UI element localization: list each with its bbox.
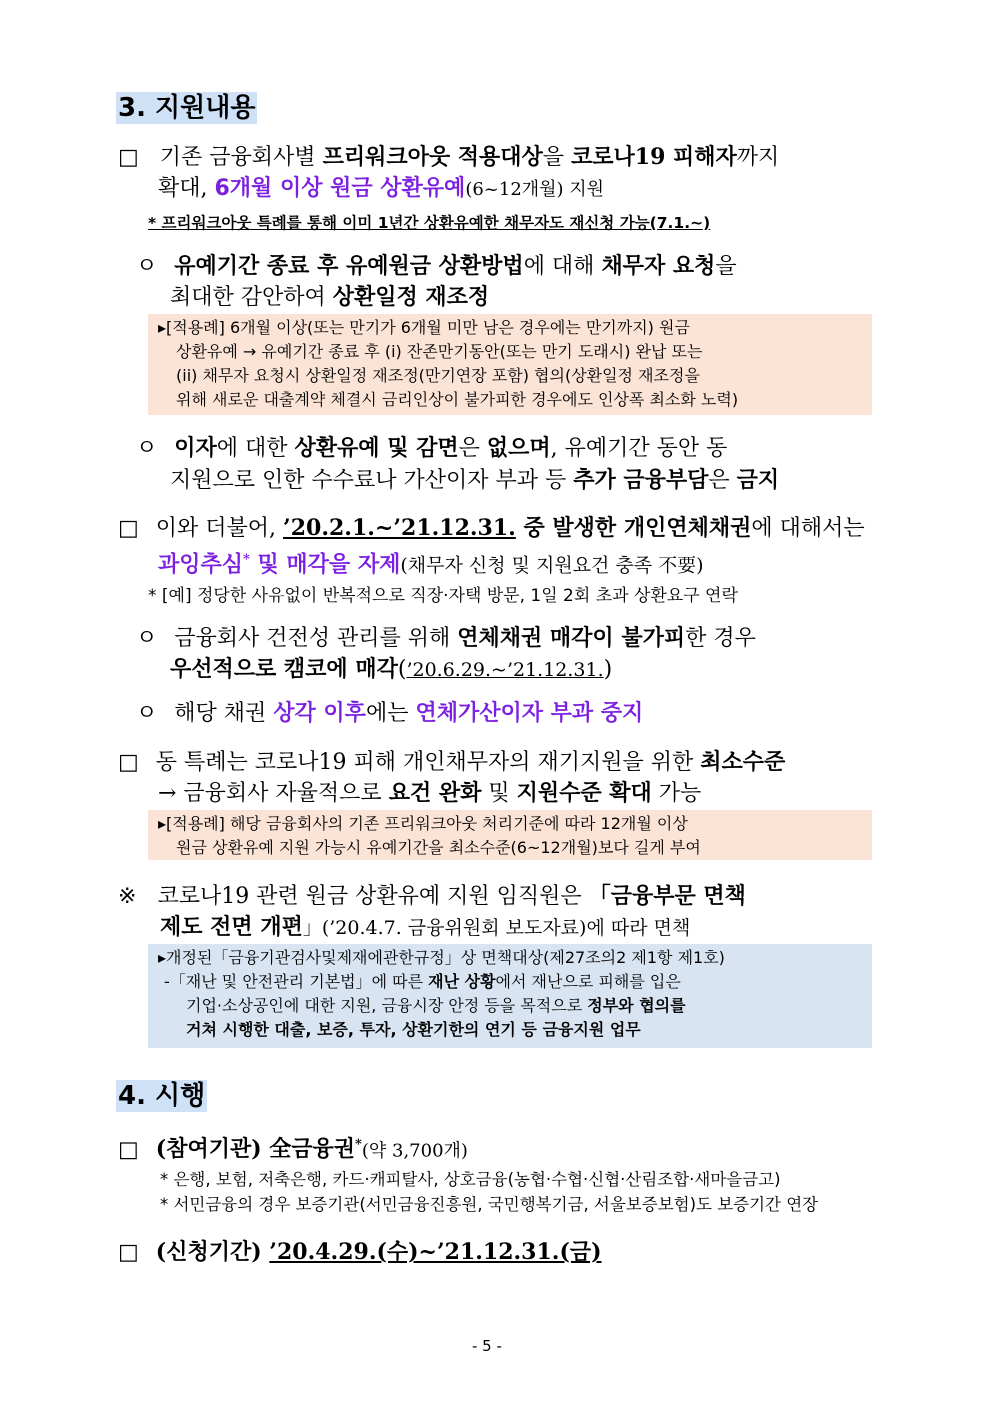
example-box-1: ▸[적용례] 6개월 이상(또는 만기가 6개월 미만 남은 경우에는 만기까지) 원금 상환유예 → 유예기간 종료 후 (i) 잔존만기동안(또는 만기 도래시) 완납 또는 (ii) 채무자 요청시 상환일정 재조정(만기연장 포함) 협의(상환일정 재조정을 위해 새로운 대출계약 체결시 금리인상이 불가피한 경우에도 인상폭 최소화 노력) <box>148 314 872 415</box>
square-bullet-icon: □ <box>118 145 139 170</box>
circle-bullet-icon: ㅇ <box>136 436 158 461</box>
sub-item-2-line-1: ㅇ 이자에 대한 상환유예 및 감면은 없으며, 유예기간 동안 동 <box>136 435 728 461</box>
note-institutions: * 은행, 보험, 저축은행, 카드·캐피탈사, 상호금융(농협·수협·신협·산림조합·새마을금고) <box>160 1170 781 1189</box>
application-period-line: □ (신청기간) ’20.4.29.(수)~’21.12.31.(금) <box>118 1239 602 1265</box>
circle-bullet-icon: ㅇ <box>136 254 158 279</box>
paragraph-1-line-2: 확대, 6개월 이상 원금 상환유예(6~12개월) 지원 <box>158 176 605 201</box>
sub-item-1-line-1: ㅇ 유예기간 종료 후 유예원금 상환방법에 대해 채무자 요청을 <box>136 253 737 279</box>
note-reapply: * 프리워크아웃 특례를 통해 이미 1년간 상환유예한 채무자도 재신청 가능(7.1.~) <box>148 214 711 232</box>
circle-bullet-icon: ㅇ <box>136 701 158 726</box>
sub-item-4: ㅇ 해당 채권 상각 이후에는 연체가산이자 부과 중지 <box>136 700 644 726</box>
square-bullet-icon: □ <box>118 1137 139 1163</box>
sub-item-2-line-2: 지원으로 인한 수수료나 가산이자 부과 등 추가 금융부담은 금지 <box>170 467 780 493</box>
paragraph-4-line-2: 제도 전면 개편」(’20.4.7. 금융위원회 보도자료)에 따라 면책 <box>160 914 691 940</box>
paragraph-1-line-1: □ 기존 금융회사별 프리워크아웃 적용대상을 코로나19 피해자까지 <box>118 144 780 170</box>
square-bullet-icon: □ <box>118 750 139 775</box>
section-4-heading: 4. 시행 <box>118 1081 206 1111</box>
section-3-heading: 3. 지원내용 <box>118 93 256 123</box>
note-guarantee: * 서민금융의 경우 보증기관(서민금융진흥원, 국민행복기금, 서울보증보험)도 보증기간 연장 <box>160 1195 819 1214</box>
sub-item-3-line-2: 우선적으로 캠코에 매각(’20.6.29.~’21.12.31.) <box>170 656 613 682</box>
page-number: - 5 - <box>472 1337 502 1355</box>
paragraph-3-line-1: □ 동 특례는 코로나19 피해 개인채무자의 재기지원을 위한 최소수준 <box>118 749 786 775</box>
paragraph-3-line-2: → 금융회사 자율적으로 요건 완화 및 지원수준 확대 가능 <box>158 780 702 806</box>
sub-item-1-line-2: 최대한 감안하여 상환일정 재조정 <box>170 284 490 310</box>
paragraph-2-line-1: □ 이와 더불어, ’20.2.1.~’21.12.31. 중 발생한 개인연체채권에 대해서는 <box>118 515 865 541</box>
note-excessive-collection: * [예] 정당한 사유없이 반복적으로 직장·자택 방문, 1일 2회 초과 상환요구 연락 <box>148 586 738 606</box>
square-bullet-icon: □ <box>118 516 139 541</box>
circle-bullet-icon: ㅇ <box>136 626 158 651</box>
sub-item-3-line-1: ㅇ 금융회사 건전성 관리를 위해 연체채권 매각이 불가피한 경우 <box>136 625 756 651</box>
reference-mark-icon: ※ <box>118 884 137 909</box>
participants-line: □ (참여기관) 全금융권*(약 3,700개) <box>118 1136 468 1163</box>
paragraph-4-line-1: ※ 코로나19 관련 원금 상환유예 지원 임직원은 「금융부문 면책 <box>118 883 746 909</box>
square-bullet-icon: □ <box>118 1240 139 1265</box>
paragraph-2-line-2: 과잉추심* 및 매각을 자제(채무자 신청 및 지원요건 충족 不要) <box>158 551 704 578</box>
example-box-2: ▸[적용례] 해당 금융회사의 기존 프리워크아웃 처리기준에 따라 12개월 이상 원금 상환유예 지원 가능시 유예기간을 최소수준(6~12개월)보다 길게 부여 <box>148 810 872 860</box>
exemption-box: ▸개정된「금융기관검사및제재에관한규정」상 면책대상(제27조의2 제1항 제1호) -「재난 및 안전관리 기본법」에 따른 재난 상황에서 재난으로 피해를 입은 기업·소상공인에 대한 지원, 금융시장 안정 등을 목적으로 정부와 협의를 거쳐 시행한 대출, 보증, 투자, 상환기한의 연기 등 금융지원 업무 <box>148 944 872 1048</box>
